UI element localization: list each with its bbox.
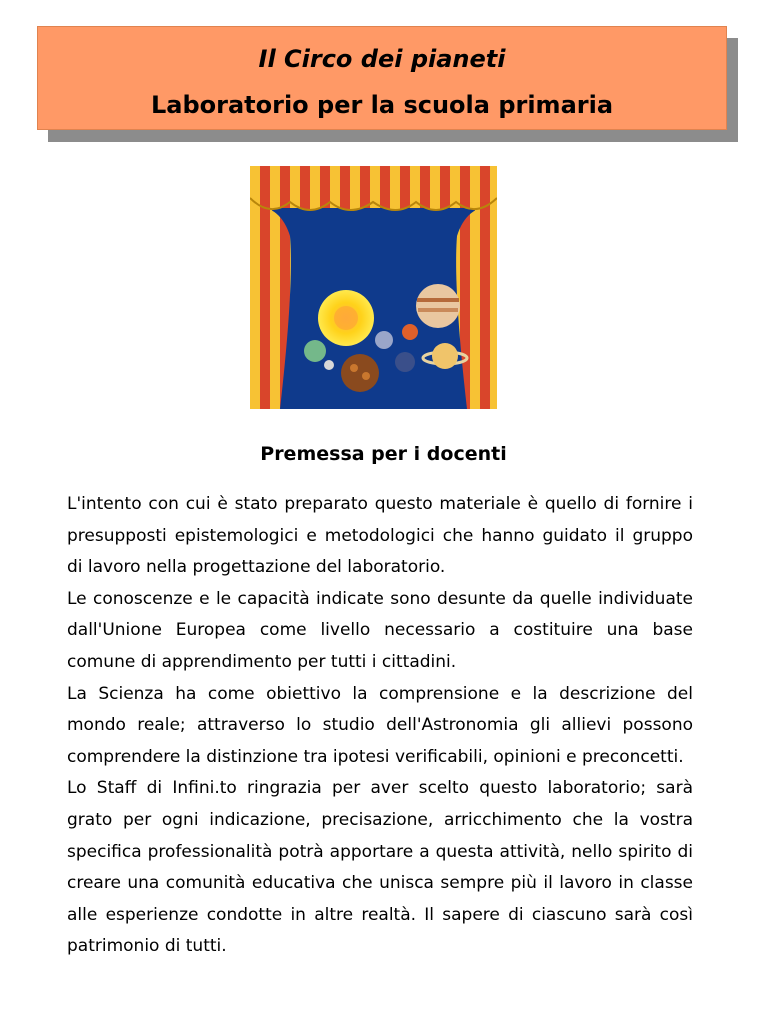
circus-stage-planets-illustration	[250, 166, 497, 409]
paragraph: Lo Staff di Infini.to ringrazia per aver scelto questo laboratorio; sarà grato per ogni indicazione, precisazione, arricchimento che la vostra specifica professionalità potrà apportare a questa attività, nello spirito di creare una comunità educativa che unisca sempre più il lavoro in classe alle esperienze condotte in altre realtà. Il sapere di ciascuno sarà così patrimonio di tutti.	[67, 778, 693, 957]
document-title: Il Circo dei pianeti	[258, 45, 506, 73]
title-banner	[37, 26, 727, 130]
paragraph: La Scienza ha come obiettivo la comprensione e la descrizione del mondo reale; attraverso lo studio dell'Astronomia gli allievi possono comprendere la distinzione tra ipotesi verificabili, opinioni e preconcetti.	[67, 683, 693, 767]
body-text	[67, 489, 693, 963]
section-heading: Premessa per i docenti	[260, 443, 507, 465]
circus-stage-planets-icon	[250, 166, 497, 409]
paragraph: L'intento con cui è stato preparato questo materiale è quello di fornire i presupposti epistemologici e metodologici che hanno guidato il gruppo di lavoro nella progettazione del laboratorio.	[67, 494, 693, 578]
document-subtitle: Laboratorio per la scuola primaria	[150, 91, 614, 119]
paragraph: Le conoscenze e le capacità indicate sono desunte da quelle individuate dall'Unione Europea come livello necessario a costituire una base comune di apprendimento per tutti i cittadini.	[67, 588, 693, 672]
